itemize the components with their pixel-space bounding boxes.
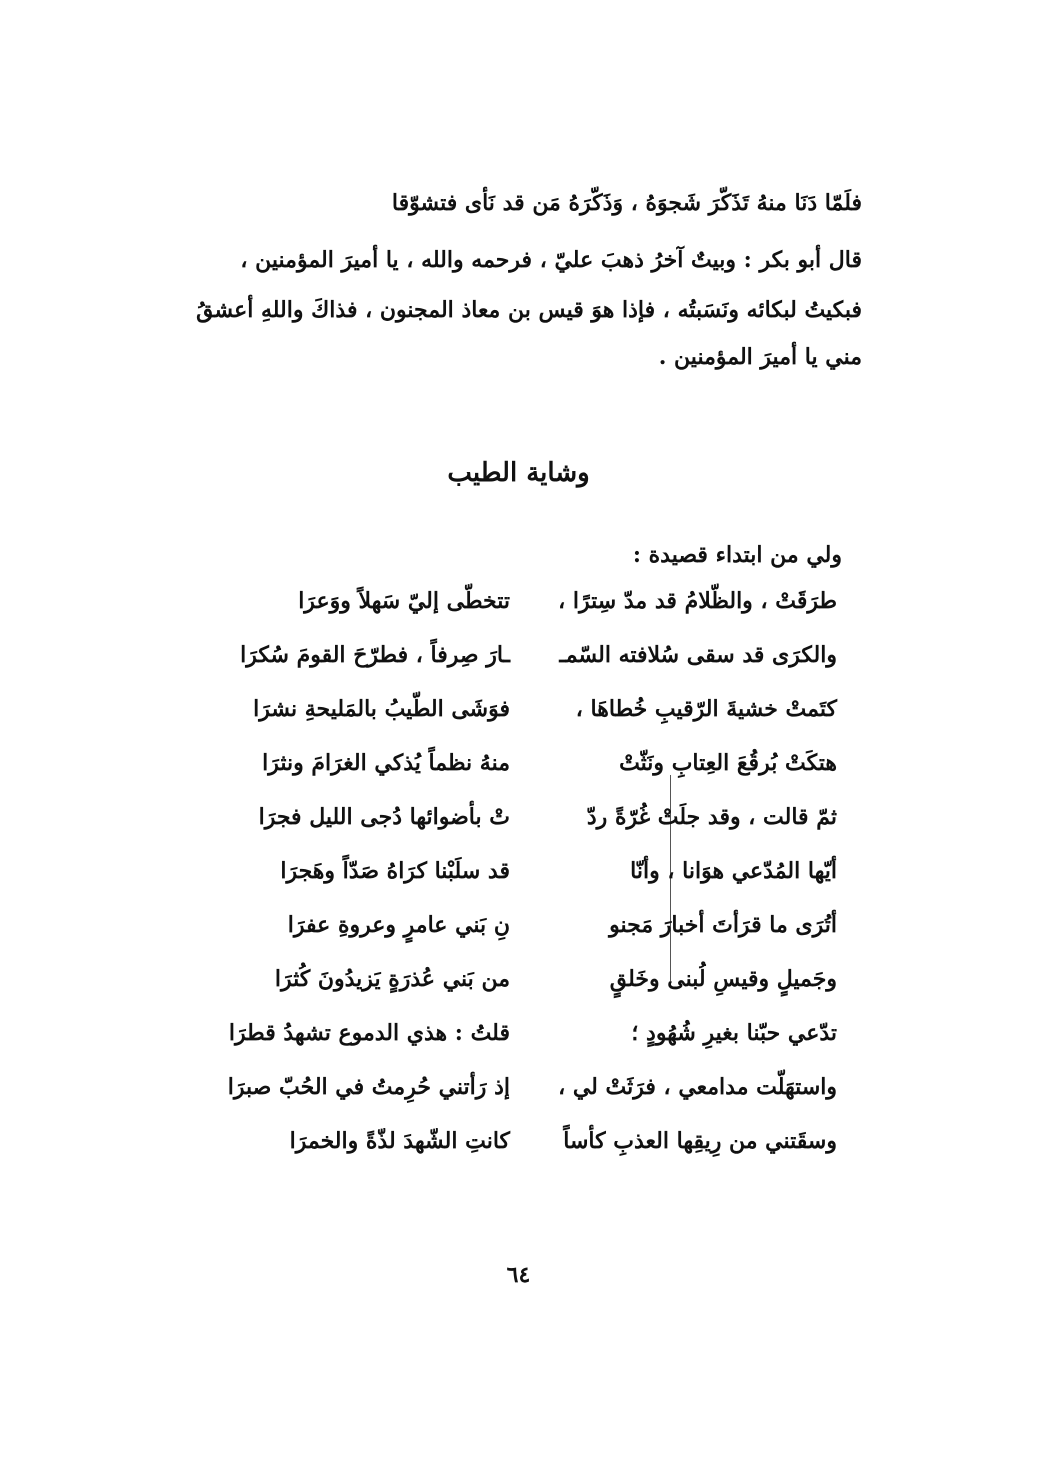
hemistich-first: وسقَتني من رِيقِها العذبِ كأساً: [563, 1128, 837, 1154]
hemistich-first: والكرَى قد سقى سُلافته السّمـ: [559, 642, 837, 668]
couplet: [225, 636, 837, 674]
couplet: [225, 960, 837, 998]
hemistich-second: من بَني عُذرَةٍ يَزيدُونَ كُثرَا: [274, 966, 510, 992]
couplet: [225, 1014, 837, 1052]
hemistich-second: تتخطّى إليّ سَهلاً ووَعرَا: [298, 588, 510, 614]
prose-line-1: فلَمّا دَنَا منهُ تَذَكّرَ شَجوَهُ ، وَذَكّرَهُ مَن قد نَأى فتشوّقا: [391, 190, 862, 216]
hemistich-second: قلتُ : هذي الدموع تشهدُ قطرَا: [228, 1020, 510, 1046]
couplet: [225, 582, 837, 620]
hemistich-first: تدّعي حبّنا بغيرِ شُهُودٍ ؛: [631, 1020, 837, 1046]
couplet: [225, 906, 837, 944]
hemistich-second: إذ رَأتني حُرِمتُ في الحُبّ صبرَا: [227, 1074, 510, 1100]
hemistich-first: واستهَلّت مدامعي ، فرَثَتْ لي ،: [558, 1074, 837, 1100]
hemistich-second: ـارَ صِرفاً ، فطرّحَ القومَ سُكرَا: [240, 642, 510, 668]
hemistich-second: تْ بأضوائها دُجى الليل فجرَا: [258, 804, 510, 830]
hemistich-first: هتكَتْ بُرقُعَ العِتابِ ونَثّتْ: [619, 750, 837, 776]
poem-title: وشاية الطيب: [447, 458, 590, 488]
hemistich-first: كتَمتْ خشيةَ الرّقيبِ خُطاهَا ،: [575, 696, 837, 722]
prose-line-4: مني يا أميرَ المؤمنين .: [658, 344, 862, 370]
couplet: [225, 690, 837, 728]
hemistich-first: طرَقَتْ ، والظّلامُ قد مدّ سِترًا ،: [558, 588, 837, 614]
hemistich-second: قد سلَبْنا كرَاهُ صَدّاً وهَجرَا: [280, 858, 510, 884]
hemistich-second: فوَشَى الطّيبُ بالمَليحةِ نشرَا: [253, 696, 510, 722]
prose-line-3: فبكيتُ لبكائه ونَسَبتُه ، فإذا هوَ قيس بن معاذ المجنون ، فذاكَ واللهِ أعشقُ: [196, 297, 862, 323]
hemistich-second: نِ بَني عامرٍ وعروةِ عفرَا: [287, 912, 510, 938]
couplet: [225, 1068, 837, 1106]
couplet: [225, 744, 837, 782]
couplet: [225, 1122, 837, 1160]
hemistich-first: وجَميلٍ وقيسِ لُبنى وخَلقٍ: [609, 966, 837, 992]
hemistich-first: أيّها المُدّعي هوَانا ، وأنّا: [630, 858, 837, 884]
couplet: [225, 798, 837, 836]
poem-intro: ولي من ابتداء قصيدة :: [632, 542, 842, 568]
hemistich-first: أتُرَى ما قرَأتَ أخبارَ مَجنو: [609, 912, 837, 938]
hemistich-second: منهُ نظماً يُذكي الغرَامَ ونثرَا: [262, 750, 510, 776]
hemistich-second: كانتِ الشّهدَ لذّةً والخمرَا: [289, 1128, 510, 1154]
couplet: [225, 852, 837, 890]
prose-line-2: قال أبو بكر : وبيتٌ آخرُ ذهبَ عليّ ، فرحمه والله ، يا أميرَ المؤمنين ،: [240, 247, 862, 273]
hemistich-first: ثمّ قالت ، وقد جلَتْ غُرّةً ردّ: [586, 804, 837, 830]
page-number: ٦٤: [506, 1262, 531, 1288]
